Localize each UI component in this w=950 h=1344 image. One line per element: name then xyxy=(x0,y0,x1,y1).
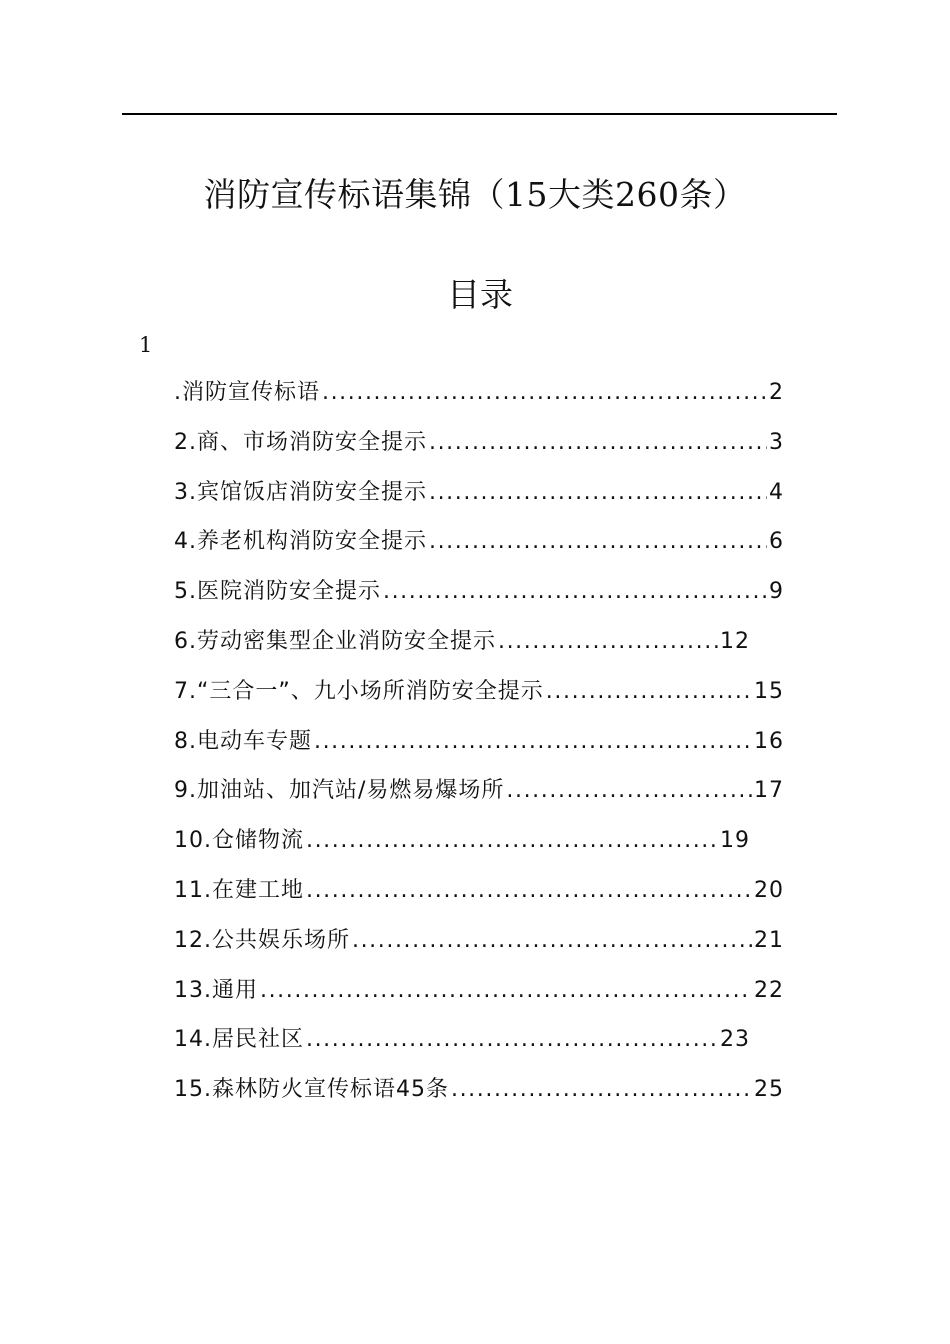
toc-entry-label: 8.电动车专题 xyxy=(174,728,312,754)
toc-entry-page: 12 xyxy=(720,628,750,654)
toc-entry[interactable] xyxy=(174,523,784,573)
toc-entry-page: 25 xyxy=(754,1077,784,1103)
toc-entry[interactable] xyxy=(174,772,784,822)
title-suffix: 条） xyxy=(679,175,747,214)
toc-entry-page: 17 xyxy=(754,778,784,804)
header-rule xyxy=(122,113,837,115)
toc-entry[interactable] xyxy=(174,573,784,623)
toc-entry[interactable] xyxy=(174,872,784,922)
toc-dot-leader xyxy=(306,822,718,860)
toc-dot-leader xyxy=(546,673,752,711)
toc-entry[interactable] xyxy=(174,623,750,673)
toc-entry[interactable] xyxy=(174,822,750,872)
toc-dot-leader xyxy=(306,1021,718,1059)
title-category-count: 15 xyxy=(505,175,548,214)
title-prefix: 消防宣传标语集锦（ xyxy=(203,175,505,214)
toc-entry-label: 4.养老机构消防安全提示 xyxy=(174,529,427,555)
toc-entry-label: 15.森林防火宣传标语45条 xyxy=(174,1077,449,1103)
toc-dot-leader xyxy=(498,623,718,661)
toc-entry-page: 6 xyxy=(769,529,784,555)
toc-entry-label: 13.通用 xyxy=(174,977,258,1003)
toc-entry[interactable] xyxy=(174,723,784,773)
toc-entry-page: 9 xyxy=(769,579,784,605)
toc-entry[interactable] xyxy=(174,972,784,1022)
toc-entry[interactable] xyxy=(174,374,784,424)
toc-entry-page: 4 xyxy=(769,479,784,505)
toc-entry[interactable] xyxy=(174,1071,784,1121)
toc-entry-label: 6.劳动密集型企业消防安全提示 xyxy=(174,628,496,654)
toc-dot-leader xyxy=(306,872,752,910)
toc-entry-page: 22 xyxy=(754,977,784,1003)
toc-entry-label: 12.公共娱乐场所 xyxy=(174,927,350,953)
toc-entry-page: 3 xyxy=(769,429,784,455)
toc-dot-leader xyxy=(429,523,767,561)
toc-entry[interactable] xyxy=(174,474,784,524)
toc-entry[interactable] xyxy=(174,673,784,723)
toc-entry-label: 3.宾馆饭店消防安全提示 xyxy=(174,479,427,505)
toc-dot-leader xyxy=(314,723,752,761)
toc-entry-page: 20 xyxy=(754,877,784,903)
toc-entry-label: 14.居民社区 xyxy=(174,1027,304,1053)
toc-dot-leader xyxy=(352,922,752,960)
toc-dot-leader xyxy=(451,1071,752,1109)
toc-dot-leader xyxy=(322,374,767,412)
toc-entry-page: 15 xyxy=(754,678,784,704)
toc-dot-leader xyxy=(429,474,767,512)
toc-entry[interactable] xyxy=(174,424,784,474)
toc-entry-label: 5.医院消防安全提示 xyxy=(174,579,381,605)
page-marker: 1 xyxy=(139,333,153,357)
table-of-contents xyxy=(174,374,784,1121)
toc-heading: 目录 xyxy=(447,275,513,314)
title-slogan-count: 260 xyxy=(615,175,680,214)
toc-dot-leader xyxy=(383,573,767,611)
toc-dot-leader xyxy=(506,772,752,810)
toc-entry[interactable] xyxy=(174,922,784,972)
toc-entry-label: 2.商、市场消防安全提示 xyxy=(174,429,427,455)
document-title xyxy=(0,170,950,220)
toc-entry[interactable] xyxy=(174,1021,750,1071)
toc-entry-page: 23 xyxy=(720,1027,750,1053)
toc-entry-page: 16 xyxy=(754,728,784,754)
toc-entry-page: 2 xyxy=(769,380,784,405)
toc-entry-label: 7.“三合一”、九小场所消防安全提示 xyxy=(174,678,544,704)
toc-entry-label: 9.加油站、加汽站/易燃易爆场所 xyxy=(174,778,505,804)
toc-dot-leader xyxy=(260,972,752,1010)
toc-entry-page: 21 xyxy=(754,927,784,953)
toc-entry-label: .消防宣传标语 xyxy=(174,380,320,405)
toc-entry-page: 19 xyxy=(720,828,750,854)
toc-entry-label: 11.在建工地 xyxy=(174,877,304,903)
toc-entry-label: 10.仓储物流 xyxy=(174,828,304,854)
toc-dot-leader xyxy=(429,424,767,462)
title-mid: 大类 xyxy=(548,175,615,214)
